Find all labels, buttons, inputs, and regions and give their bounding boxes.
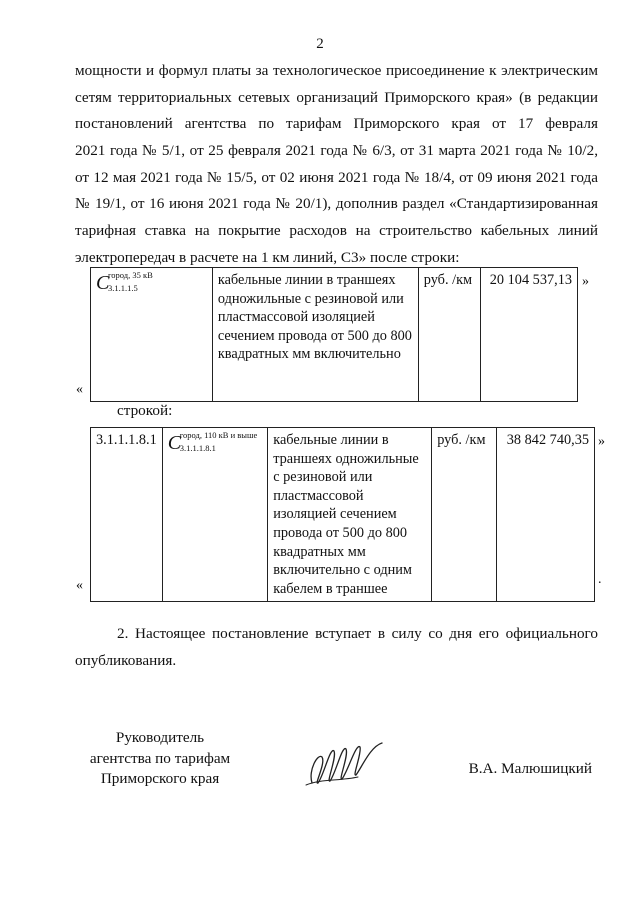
- close-quote: »: [598, 434, 605, 449]
- table-row: [91, 268, 578, 402]
- symbol-subscript: 3.1.1.1.5: [108, 283, 138, 293]
- symbol-superscript: город, 110 кВ и выше: [179, 430, 258, 440]
- open-quote: «: [76, 578, 83, 593]
- signatory-title-line: агентства по тарифам: [89, 749, 231, 767]
- tariff-symbol: [168, 431, 262, 455]
- open-quote: «: [76, 382, 83, 397]
- rate-table-new: [90, 427, 595, 602]
- intro-line: 2021 года № 5/1, от 25 февраля 2021 года № 6/3, от 31 марта 2021 года № 10/2,: [75, 142, 598, 160]
- intro-line: тарифная ставка на покрытие расходов на строительство кабельных линий: [75, 222, 598, 240]
- intro-line: постановлений агентства по тарифам Приморского края от 17 февраля: [75, 115, 598, 133]
- signatory-name: В.А. Малюшицкий: [468, 760, 592, 777]
- description-cell: кабельные линии в траншеях одножильные с резиновой или пластмассовой изоляцией сечением провода от 500 до 800 квадратных мм включительно с одним кабелем в траншее: [268, 428, 432, 602]
- page-number: 2: [316, 36, 324, 52]
- intro-line: № 19/1, от 16 июня 2021 года № 20/1), дополнив раздел «Стандартизированная: [75, 195, 598, 213]
- symbol-cell: [91, 268, 213, 402]
- table-row: [91, 428, 595, 602]
- intro-line: сетям территориальных сетевых организаций Приморского края» (в редакции: [75, 88, 598, 106]
- code-cell: 3.1.1.1.8.1: [91, 428, 163, 602]
- value-cell: 38 842 740,35: [496, 428, 594, 602]
- intro-paragraph: [75, 58, 598, 272]
- close-quote: »: [582, 274, 589, 289]
- tariff-symbol: [96, 271, 207, 295]
- symbol-subscript: 3.1.1.1.8.1: [179, 443, 216, 453]
- symbol-letter: C: [96, 272, 110, 294]
- value-cell: 20 104 537,13: [481, 268, 578, 402]
- description-cell: кабельные линии в траншеях одножильные с резиновой или пластмассовой изоляцией сечением провода от 500 до 800 квадратных мм включительно: [212, 268, 418, 402]
- unit-cell: руб. /км: [432, 428, 497, 602]
- rate-table-original: [90, 267, 578, 402]
- symbol-cell: [162, 428, 267, 602]
- handwritten-signature: [300, 735, 390, 790]
- signatory-title-line: Руководитель: [115, 729, 205, 746]
- end-period: .: [598, 572, 602, 587]
- paragraph-line: 2. Настоящее постановление вступает в силу со дня его официального: [117, 625, 598, 642]
- intro-line: мощности и формул платы за технологическое присоединение к электрическим: [75, 62, 598, 79]
- signatory-title: [80, 728, 240, 790]
- intro-line: электропередач в расчете на 1 км линий, С3» после строки:: [75, 248, 460, 266]
- between-text: строкой:: [117, 402, 173, 419]
- intro-line: от 12 мая 2021 года № 15/5, от 02 июня 2021 года № 18/4, от 09 июня 2021 года: [75, 168, 598, 186]
- symbol-superscript: город, 35 кВ: [108, 270, 153, 280]
- effective-date-paragraph: [75, 620, 598, 674]
- paragraph-line: опубликования.: [75, 652, 177, 669]
- symbol-letter: C: [167, 432, 182, 454]
- unit-cell: руб. /км: [418, 268, 481, 402]
- signatory-title-line: Приморского края: [100, 770, 220, 787]
